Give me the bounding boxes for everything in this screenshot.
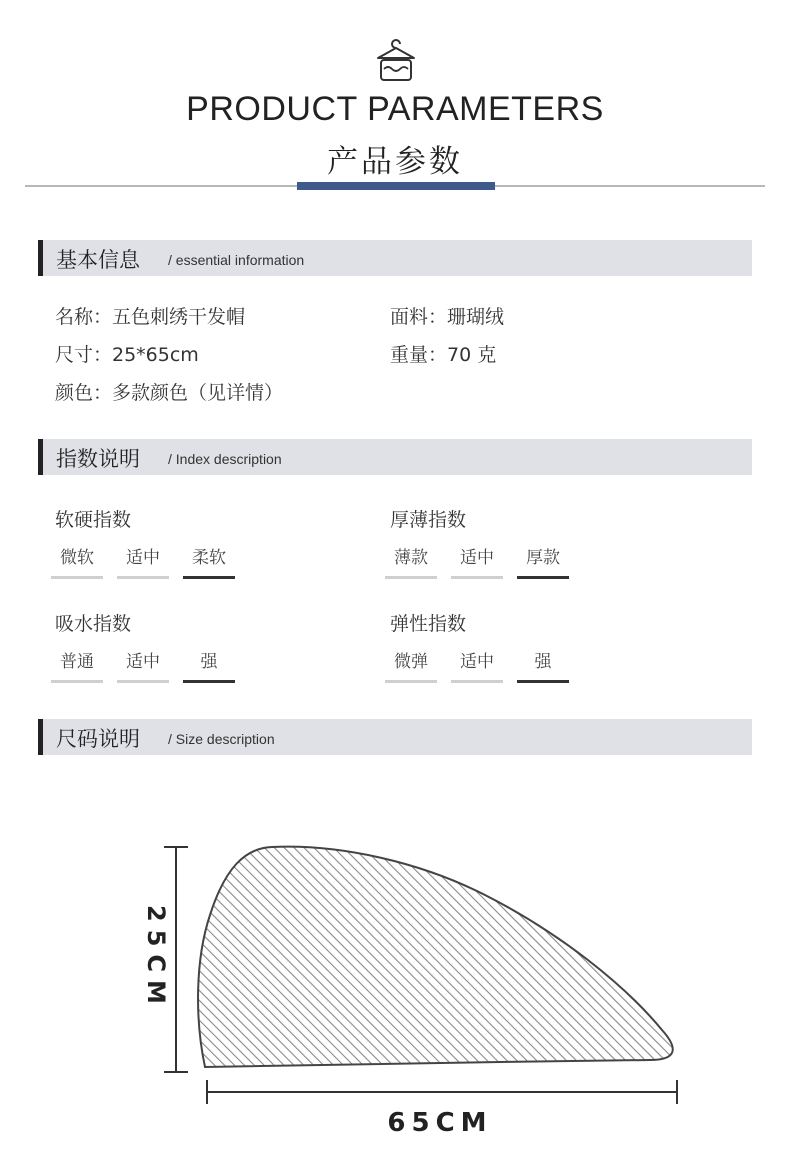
index-title-elasticity: 弹性指数: [390, 613, 467, 635]
towel-cap-outline: [198, 847, 673, 1067]
index-title-thickness: 厚薄指数: [390, 509, 467, 531]
index-option-selected: 强: [517, 647, 569, 683]
header-divider-accent: [297, 182, 495, 190]
section-title-cn: 基本信息: [56, 248, 140, 272]
index-option: 微软: [51, 543, 103, 579]
info-color: 颜色：多款颜色（见详情）: [55, 382, 284, 404]
section-header-basic: [38, 240, 752, 276]
info-fabric: 面料：珊瑚绒: [390, 306, 505, 328]
index-option: 微弹: [385, 647, 437, 683]
info-weight: 重量：70 克: [390, 344, 497, 366]
index-option: 普通: [51, 647, 103, 683]
index-option: 适中: [117, 543, 169, 579]
section-header-size: [38, 719, 752, 755]
index-option: 适中: [451, 543, 503, 579]
section-title-cn: 指数说明: [56, 447, 140, 471]
hanger-towel-icon: [375, 38, 417, 82]
page-title-en: PRODUCT PARAMETERS: [186, 90, 604, 128]
index-option-selected: 强: [183, 647, 235, 683]
section-marker: [38, 240, 43, 276]
section-marker: [38, 439, 43, 475]
index-title-absorbency: 吸水指数: [55, 613, 132, 635]
info-name: 名称：五色刺绣干发帽: [55, 306, 246, 328]
info-size: 尺寸：25*65cm: [55, 344, 199, 366]
index-option-selected: 柔软: [183, 543, 235, 579]
index-title-softness: 软硬指数: [55, 509, 132, 531]
section-marker: [38, 719, 43, 755]
index-option: 适中: [117, 647, 169, 683]
width-label: 65CM: [387, 1108, 493, 1138]
index-option-selected: 厚款: [517, 543, 569, 579]
index-option: 薄款: [385, 543, 437, 579]
section-title-en: / Size description: [168, 731, 275, 747]
section-header-index: [38, 439, 752, 475]
height-label: 25CM: [142, 905, 170, 1012]
section-title-cn: 尺码说明: [56, 727, 140, 751]
index-option: 适中: [451, 647, 503, 683]
width-dimension-line: [207, 1080, 677, 1104]
page-title-cn: 产品参数: [327, 144, 463, 180]
section-title-en: / Index description: [168, 451, 282, 467]
section-title-en: / essential information: [168, 252, 305, 268]
